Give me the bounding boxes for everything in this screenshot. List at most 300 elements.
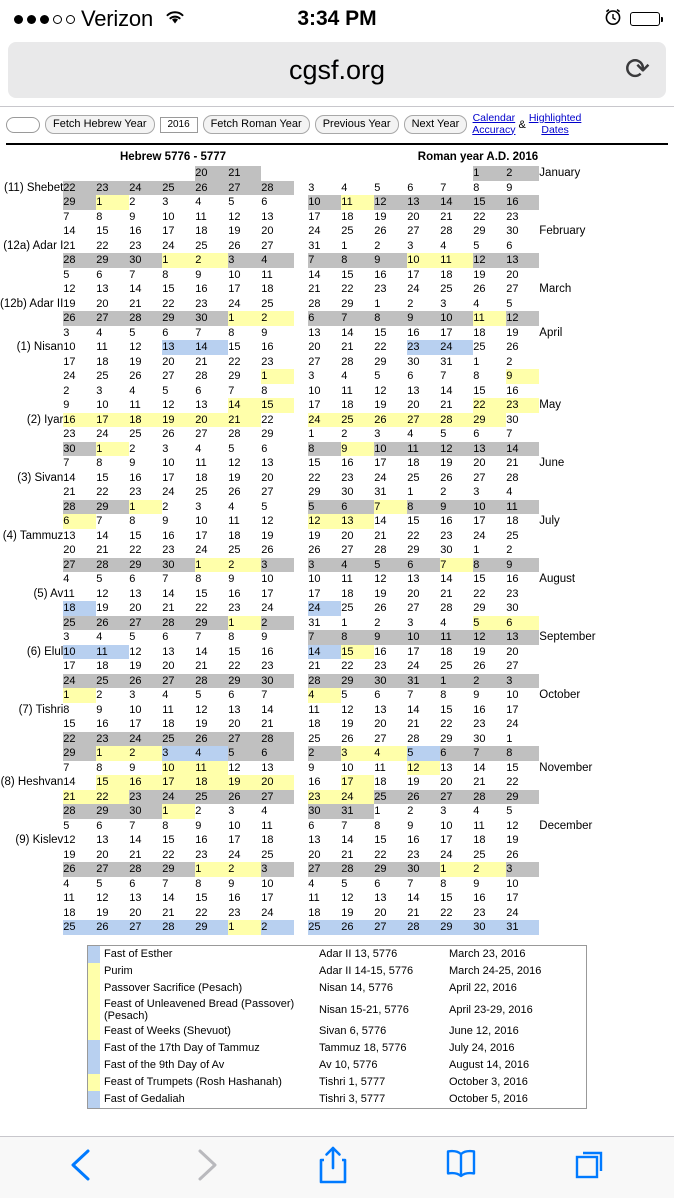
roman-day-cell[interactable]: 4 (341, 181, 374, 196)
roman-day-cell[interactable]: 13 (374, 703, 407, 718)
hebrew-day-cell[interactable]: 4 (96, 630, 129, 645)
roman-day-cell[interactable]: 25 (473, 848, 506, 863)
roman-day-cell[interactable]: 4 (440, 616, 473, 631)
hebrew-day-cell[interactable]: 15 (162, 282, 195, 297)
hebrew-day-cell[interactable]: 8 (96, 456, 129, 471)
roman-day-cell[interactable]: 18 (308, 717, 341, 732)
roman-day-cell[interactable]: 28 (440, 601, 473, 616)
hebrew-day-cell[interactable]: 25 (261, 297, 294, 312)
roman-day-cell[interactable]: 8 (473, 181, 506, 196)
hebrew-day-cell[interactable]: 28 (228, 427, 261, 442)
hebrew-day-cell[interactable]: 4 (63, 572, 96, 587)
roman-day-cell[interactable]: 11 (308, 703, 341, 718)
hebrew-day-cell[interactable]: 17 (261, 891, 294, 906)
hebrew-day-cell[interactable]: 20 (195, 413, 228, 428)
hebrew-day-cell[interactable]: 26 (195, 732, 228, 747)
roman-day-cell[interactable]: 5 (473, 239, 506, 254)
hebrew-day-cell[interactable]: 20 (261, 775, 294, 790)
roman-day-cell[interactable]: 27 (506, 659, 539, 674)
hebrew-day-cell[interactable]: 6 (261, 442, 294, 457)
roman-day-cell[interactable]: 13 (407, 195, 440, 210)
hebrew-day-cell[interactable]: 11 (129, 398, 162, 413)
roman-day-cell[interactable]: 6 (407, 369, 440, 384)
roman-day-cell[interactable]: 23 (506, 210, 539, 225)
roman-day-cell[interactable]: 6 (308, 819, 341, 834)
roman-day-cell[interactable]: 14 (341, 326, 374, 341)
hebrew-day-cell[interactable]: 17 (129, 717, 162, 732)
hebrew-day-cell[interactable]: 2 (261, 616, 294, 631)
hebrew-day-cell[interactable]: 4 (129, 384, 162, 399)
roman-day-cell[interactable]: 22 (473, 587, 506, 602)
hebrew-day-cell[interactable]: 19 (261, 529, 294, 544)
roman-day-cell[interactable]: 25 (407, 471, 440, 486)
roman-day-cell[interactable]: 16 (506, 195, 539, 210)
roman-day-cell[interactable]: 26 (341, 732, 374, 747)
roman-day-cell[interactable]: 26 (308, 543, 341, 558)
hebrew-day-cell[interactable]: 19 (129, 659, 162, 674)
roman-day-cell[interactable]: 13 (440, 761, 473, 776)
roman-day-cell[interactable]: 10 (407, 253, 440, 268)
hebrew-day-cell[interactable]: 19 (228, 775, 261, 790)
roman-day-cell[interactable]: 16 (407, 833, 440, 848)
hebrew-day-cell[interactable]: 2 (129, 746, 162, 761)
roman-day-cell[interactable]: 16 (308, 775, 341, 790)
hebrew-day-cell[interactable]: 22 (63, 181, 96, 196)
roman-day-cell[interactable]: 18 (506, 514, 539, 529)
hebrew-day-cell[interactable]: 7 (129, 819, 162, 834)
hebrew-day-cell[interactable]: 3 (162, 442, 195, 457)
hebrew-day-cell[interactable]: 10 (63, 340, 96, 355)
hebrew-day-cell[interactable]: 9 (228, 572, 261, 587)
roman-day-cell[interactable]: 10 (308, 572, 341, 587)
reload-icon[interactable]: ⟳ (624, 53, 650, 86)
hebrew-day-cell[interactable]: 9 (195, 268, 228, 283)
roman-day-cell[interactable]: 21 (440, 210, 473, 225)
hebrew-day-cell[interactable]: 18 (195, 224, 228, 239)
hebrew-day-cell[interactable]: 20 (162, 659, 195, 674)
roman-day-cell[interactable]: 18 (341, 398, 374, 413)
roman-day-cell[interactable]: 16 (506, 384, 539, 399)
hebrew-day-cell[interactable]: 18 (261, 833, 294, 848)
roman-day-cell[interactable]: 26 (374, 413, 407, 428)
hebrew-day-cell[interactable]: 1 (162, 804, 195, 819)
hebrew-day-cell[interactable]: 11 (195, 761, 228, 776)
hebrew-day-cell[interactable]: 24 (129, 732, 162, 747)
roman-day-cell[interactable]: 27 (308, 862, 341, 877)
hebrew-day-cell[interactable]: 13 (195, 398, 228, 413)
hebrew-day-cell[interactable]: 28 (129, 311, 162, 326)
hebrew-day-cell[interactable]: 30 (129, 804, 162, 819)
roman-day-cell[interactable]: 20 (374, 717, 407, 732)
roman-day-cell[interactable]: 15 (473, 195, 506, 210)
roman-day-cell[interactable]: 17 (506, 703, 539, 718)
hebrew-day-cell[interactable]: 22 (162, 848, 195, 863)
hebrew-day-cell[interactable]: 13 (261, 456, 294, 471)
hebrew-day-cell[interactable]: 25 (162, 181, 195, 196)
roman-day-cell[interactable]: 4 (407, 427, 440, 442)
hebrew-day-cell[interactable]: 1 (96, 746, 129, 761)
roman-day-cell[interactable]: 25 (506, 529, 539, 544)
hebrew-day-cell[interactable]: 3 (195, 500, 228, 515)
hebrew-day-cell[interactable]: 21 (63, 485, 96, 500)
roman-day-cell[interactable]: 5 (407, 746, 440, 761)
hebrew-day-cell[interactable]: 8 (129, 514, 162, 529)
hebrew-day-cell[interactable]: 1 (261, 369, 294, 384)
roman-day-cell[interactable]: 19 (308, 529, 341, 544)
hebrew-day-cell[interactable]: 19 (162, 413, 195, 428)
hebrew-day-cell[interactable]: 30 (261, 674, 294, 689)
roman-day-cell[interactable]: 24 (308, 224, 341, 239)
hebrew-day-cell[interactable]: 14 (129, 833, 162, 848)
roman-day-cell[interactable]: 14 (473, 761, 506, 776)
hebrew-day-cell[interactable]: 2 (96, 688, 129, 703)
roman-day-cell[interactable]: 24 (440, 848, 473, 863)
hebrew-day-cell[interactable]: 8 (195, 572, 228, 587)
roman-day-cell[interactable]: 24 (374, 471, 407, 486)
hebrew-day-cell[interactable]: 7 (162, 572, 195, 587)
roman-day-cell[interactable] (407, 166, 440, 181)
roman-day-cell[interactable]: 9 (473, 688, 506, 703)
hebrew-day-cell[interactable]: 26 (96, 616, 129, 631)
roman-day-cell[interactable]: 3 (506, 862, 539, 877)
roman-day-cell[interactable]: 1 (506, 732, 539, 747)
hebrew-day-cell[interactable]: 27 (63, 558, 96, 573)
roman-day-cell[interactable]: 6 (407, 558, 440, 573)
roman-day-cell[interactable]: 14 (440, 195, 473, 210)
hebrew-day-cell[interactable]: 18 (129, 413, 162, 428)
hebrew-day-cell[interactable]: 11 (96, 340, 129, 355)
hebrew-day-cell[interactable]: 10 (129, 703, 162, 718)
roman-day-cell[interactable]: 14 (440, 572, 473, 587)
hebrew-day-cell[interactable]: 17 (162, 775, 195, 790)
hebrew-day-cell[interactable]: 29 (96, 253, 129, 268)
roman-day-cell[interactable]: 29 (473, 413, 506, 428)
hebrew-day-cell[interactable]: 13 (162, 645, 195, 660)
hebrew-day-cell[interactable]: 3 (63, 326, 96, 341)
roman-day-cell[interactable]: 15 (308, 456, 341, 471)
hebrew-day-cell[interactable]: 25 (261, 848, 294, 863)
hebrew-day-cell[interactable]: 8 (228, 630, 261, 645)
hebrew-day-cell[interactable]: 6 (261, 195, 294, 210)
roman-day-cell[interactable]: 20 (506, 645, 539, 660)
roman-day-cell[interactable]: 22 (506, 775, 539, 790)
hebrew-day-cell[interactable]: 14 (195, 340, 228, 355)
hebrew-day-cell[interactable]: 9 (162, 514, 195, 529)
roman-day-cell[interactable]: 6 (506, 616, 539, 631)
hebrew-day-cell[interactable]: 12 (96, 891, 129, 906)
roman-day-cell[interactable]: 17 (440, 326, 473, 341)
hebrew-day-cell[interactable]: 29 (129, 558, 162, 573)
roman-day-cell[interactable]: 15 (341, 268, 374, 283)
year-input[interactable]: 2016 (160, 117, 198, 133)
hebrew-day-cell[interactable]: 24 (195, 543, 228, 558)
hebrew-day-cell[interactable]: 24 (228, 848, 261, 863)
hebrew-day-cell[interactable]: 15 (96, 775, 129, 790)
hebrew-day-cell[interactable]: 20 (261, 471, 294, 486)
hebrew-day-cell[interactable]: 28 (63, 804, 96, 819)
roman-day-cell[interactable]: 16 (407, 326, 440, 341)
roman-day-cell[interactable]: 11 (473, 311, 506, 326)
roman-day-cell[interactable]: 31 (308, 616, 341, 631)
roman-day-cell[interactable]: 15 (440, 703, 473, 718)
hebrew-day-cell[interactable]: 11 (261, 268, 294, 283)
hebrew-day-cell[interactable]: 1 (96, 195, 129, 210)
roman-day-cell[interactable]: 17 (308, 210, 341, 225)
hebrew-day-cell[interactable]: 19 (228, 224, 261, 239)
hebrew-day-cell[interactable]: 12 (96, 587, 129, 602)
roman-day-cell[interactable]: 10 (440, 819, 473, 834)
roman-day-cell[interactable]: 30 (473, 732, 506, 747)
hebrew-day-cell[interactable]: 5 (195, 688, 228, 703)
roman-day-cell[interactable]: 8 (407, 500, 440, 515)
roman-day-cell[interactable]: 27 (473, 471, 506, 486)
roman-day-cell[interactable]: 3 (407, 616, 440, 631)
hebrew-day-cell[interactable]: 16 (195, 833, 228, 848)
roman-day-cell[interactable]: 12 (473, 630, 506, 645)
hebrew-day-cell[interactable]: 23 (228, 601, 261, 616)
hebrew-day-cell[interactable]: 29 (195, 920, 228, 935)
roman-day-cell[interactable]: 14 (308, 645, 341, 660)
roman-day-cell[interactable]: 2 (506, 543, 539, 558)
roman-day-cell[interactable]: 5 (440, 427, 473, 442)
hebrew-day-cell[interactable]: 13 (96, 282, 129, 297)
roman-day-cell[interactable]: 18 (341, 587, 374, 602)
roman-day-cell[interactable]: 13 (473, 442, 506, 457)
roman-day-cell[interactable]: 2 (341, 427, 374, 442)
hebrew-day-cell[interactable]: 21 (63, 790, 96, 805)
roman-day-cell[interactable]: 12 (473, 253, 506, 268)
hebrew-day-cell[interactable]: 14 (129, 282, 162, 297)
roman-day-cell[interactable]: 23 (407, 848, 440, 863)
hebrew-day-cell[interactable]: 18 (162, 717, 195, 732)
roman-day-cell[interactable]: 20 (407, 210, 440, 225)
roman-day-cell[interactable]: 24 (440, 340, 473, 355)
roman-day-cell[interactable]: 10 (506, 688, 539, 703)
hebrew-day-cell[interactable]: 27 (129, 616, 162, 631)
hebrew-day-cell[interactable]: 27 (129, 920, 162, 935)
hebrew-day-cell[interactable]: 14 (63, 775, 96, 790)
hebrew-day-cell[interactable]: 7 (96, 514, 129, 529)
roman-day-cell[interactable]: 13 (341, 514, 374, 529)
hebrew-day-cell[interactable]: 16 (228, 891, 261, 906)
roman-day-cell[interactable]: 6 (374, 877, 407, 892)
hebrew-day-cell[interactable] (261, 166, 294, 181)
hebrew-day-cell[interactable]: 17 (162, 471, 195, 486)
roman-day-cell[interactable]: 13 (506, 630, 539, 645)
hebrew-day-cell[interactable]: 8 (195, 877, 228, 892)
hebrew-day-cell[interactable]: 19 (96, 906, 129, 921)
hebrew-day-cell[interactable]: 7 (162, 877, 195, 892)
hebrew-day-cell[interactable]: 10 (162, 456, 195, 471)
hebrew-day-cell[interactable]: 6 (261, 746, 294, 761)
hebrew-day-cell[interactable]: 4 (195, 746, 228, 761)
hebrew-day-cell[interactable]: 26 (228, 485, 261, 500)
hebrew-day-cell[interactable]: 1 (228, 920, 261, 935)
hebrew-day-cell[interactable] (96, 166, 129, 181)
hebrew-day-cell[interactable]: 23 (96, 181, 129, 196)
roman-day-cell[interactable]: 25 (440, 659, 473, 674)
roman-day-cell[interactable]: 24 (407, 282, 440, 297)
hebrew-day-cell[interactable]: 2 (228, 862, 261, 877)
hebrew-day-cell[interactable]: 1 (129, 500, 162, 515)
hebrew-day-cell[interactable]: 14 (261, 703, 294, 718)
roman-day-cell[interactable]: 22 (308, 471, 341, 486)
hebrew-day-cell[interactable]: 20 (129, 906, 162, 921)
roman-day-cell[interactable]: 9 (407, 819, 440, 834)
roman-day-cell[interactable]: 11 (341, 384, 374, 399)
hebrew-day-cell[interactable]: 4 (261, 804, 294, 819)
roman-day-cell[interactable]: 25 (374, 790, 407, 805)
hebrew-day-cell[interactable]: 30 (162, 558, 195, 573)
hebrew-day-cell[interactable]: 5 (228, 746, 261, 761)
roman-day-cell[interactable]: 12 (374, 384, 407, 399)
roman-day-cell[interactable]: 13 (407, 384, 440, 399)
roman-day-cell[interactable]: 20 (407, 587, 440, 602)
hebrew-day-cell[interactable]: 21 (228, 166, 261, 181)
hebrew-day-cell[interactable]: 5 (162, 384, 195, 399)
hebrew-day-cell[interactable]: 3 (162, 195, 195, 210)
roman-day-cell[interactable]: 30 (506, 413, 539, 428)
hebrew-day-cell[interactable]: 12 (195, 703, 228, 718)
hebrew-day-cell[interactable]: 10 (162, 761, 195, 776)
roman-day-cell[interactable]: 13 (407, 572, 440, 587)
hebrew-day-cell[interactable]: 25 (162, 732, 195, 747)
previous-year-button[interactable]: Previous Year (315, 115, 399, 135)
hebrew-day-cell[interactable]: 17 (162, 224, 195, 239)
roman-day-cell[interactable]: 22 (341, 659, 374, 674)
roman-day-cell[interactable]: 14 (407, 891, 440, 906)
roman-day-cell[interactable]: 11 (440, 253, 473, 268)
roman-day-cell[interactable]: 11 (473, 819, 506, 834)
roman-day-cell[interactable]: 29 (473, 224, 506, 239)
roman-day-cell[interactable]: 14 (506, 442, 539, 457)
roman-day-cell[interactable]: 10 (473, 500, 506, 515)
roman-day-cell[interactable]: 4 (473, 804, 506, 819)
hebrew-day-cell[interactable]: 6 (228, 688, 261, 703)
roman-day-cell[interactable]: 4 (374, 746, 407, 761)
roman-day-cell[interactable]: 12 (407, 761, 440, 776)
roman-day-cell[interactable]: 7 (407, 877, 440, 892)
hebrew-day-cell[interactable]: 18 (195, 775, 228, 790)
roman-day-cell[interactable]: 11 (341, 572, 374, 587)
roman-day-cell[interactable]: 14 (440, 384, 473, 399)
hebrew-day-cell[interactable]: 22 (228, 355, 261, 370)
roman-day-cell[interactable]: 2 (374, 616, 407, 631)
hebrew-day-cell[interactable]: 24 (228, 297, 261, 312)
hebrew-day-cell[interactable]: 25 (63, 920, 96, 935)
hebrew-day-cell[interactable]: 3 (96, 384, 129, 399)
roman-day-cell[interactable]: 6 (440, 746, 473, 761)
hebrew-day-cell[interactable]: 29 (195, 616, 228, 631)
hebrew-day-cell[interactable]: 23 (63, 427, 96, 442)
roman-day-cell[interactable]: 1 (440, 674, 473, 689)
roman-day-cell[interactable]: 21 (341, 340, 374, 355)
hebrew-day-cell[interactable]: 16 (261, 645, 294, 660)
hebrew-day-cell[interactable]: 24 (162, 790, 195, 805)
hebrew-day-cell[interactable]: 1 (228, 311, 261, 326)
hebrew-day-cell[interactable]: 19 (129, 355, 162, 370)
roman-day-cell[interactable]: 21 (440, 398, 473, 413)
hebrew-day-cell[interactable]: 24 (63, 369, 96, 384)
hebrew-day-cell[interactable]: 14 (195, 645, 228, 660)
hebrew-day-cell[interactable]: 17 (228, 282, 261, 297)
roman-day-cell[interactable]: 15 (440, 891, 473, 906)
hebrew-day-cell[interactable]: 19 (63, 297, 96, 312)
roman-day-cell[interactable]: 7 (506, 427, 539, 442)
roman-day-cell[interactable]: 23 (506, 398, 539, 413)
roman-day-cell[interactable]: 12 (341, 703, 374, 718)
roman-day-cell[interactable]: 2 (506, 355, 539, 370)
roman-day-cell[interactable]: 15 (374, 326, 407, 341)
hebrew-day-cell[interactable]: 20 (129, 601, 162, 616)
hebrew-day-cell[interactable]: 28 (129, 862, 162, 877)
roman-day-cell[interactable]: 1 (473, 166, 506, 181)
hebrew-day-cell[interactable]: 24 (96, 427, 129, 442)
roman-day-cell[interactable]: 25 (341, 413, 374, 428)
roman-day-cell[interactable]: 15 (407, 514, 440, 529)
roman-day-cell[interactable]: 11 (374, 761, 407, 776)
hebrew-day-cell[interactable]: 3 (129, 688, 162, 703)
hebrew-day-cell[interactable]: 24 (63, 674, 96, 689)
roman-day-cell[interactable]: 7 (341, 819, 374, 834)
roman-day-cell[interactable]: 21 (407, 906, 440, 921)
roman-day-cell[interactable]: 16 (473, 703, 506, 718)
book-icon[interactable] (444, 1149, 478, 1186)
roman-day-cell[interactable]: 30 (308, 804, 341, 819)
roman-day-cell[interactable]: 5 (308, 500, 341, 515)
hebrew-day-cell[interactable]: 14 (162, 891, 195, 906)
roman-day-cell[interactable]: 28 (440, 224, 473, 239)
hebrew-day-cell[interactable]: 12 (162, 398, 195, 413)
hebrew-day-cell[interactable]: 29 (96, 500, 129, 515)
hebrew-day-cell[interactable]: 23 (195, 297, 228, 312)
roman-day-cell[interactable]: 12 (506, 819, 539, 834)
roman-day-cell[interactable]: 27 (407, 413, 440, 428)
roman-day-cell[interactable]: 22 (341, 282, 374, 297)
hebrew-day-cell[interactable]: 19 (195, 717, 228, 732)
roman-day-cell[interactable]: 25 (308, 920, 341, 935)
roman-day-cell[interactable]: 7 (374, 500, 407, 515)
roman-day-cell[interactable]: 25 (308, 732, 341, 747)
roman-day-cell[interactable]: 2 (473, 674, 506, 689)
roman-day-cell[interactable]: 24 (341, 790, 374, 805)
hebrew-day-cell[interactable]: 1 (195, 558, 228, 573)
hebrew-day-cell[interactable]: 22 (261, 413, 294, 428)
roman-day-cell[interactable]: 29 (407, 543, 440, 558)
roman-day-cell[interactable]: 20 (341, 529, 374, 544)
roman-day-cell[interactable]: 22 (473, 210, 506, 225)
roman-day-cell[interactable]: 11 (407, 442, 440, 457)
hebrew-day-cell[interactable]: 29 (96, 804, 129, 819)
roman-day-cell[interactable]: 29 (341, 297, 374, 312)
hebrew-day-cell[interactable]: 27 (96, 862, 129, 877)
back-chevron-icon[interactable] (66, 1147, 96, 1188)
roman-day-cell[interactable]: 30 (506, 601, 539, 616)
hebrew-day-cell[interactable]: 26 (63, 862, 96, 877)
hebrew-day-cell[interactable]: 14 (63, 224, 96, 239)
hebrew-day-cell[interactable]: 21 (129, 297, 162, 312)
roman-day-cell[interactable]: 4 (341, 369, 374, 384)
hebrew-day-cell[interactable]: 6 (63, 514, 96, 529)
hebrew-day-cell[interactable]: 5 (228, 195, 261, 210)
roman-day-cell[interactable]: 9 (341, 442, 374, 457)
hebrew-day-cell[interactable]: 18 (195, 471, 228, 486)
hebrew-day-cell[interactable]: 28 (63, 253, 96, 268)
hebrew-day-cell[interactable]: 2 (195, 253, 228, 268)
roman-day-cell[interactable]: 18 (341, 210, 374, 225)
hebrew-day-cell[interactable]: 10 (228, 268, 261, 283)
roman-day-cell[interactable]: 29 (341, 674, 374, 689)
